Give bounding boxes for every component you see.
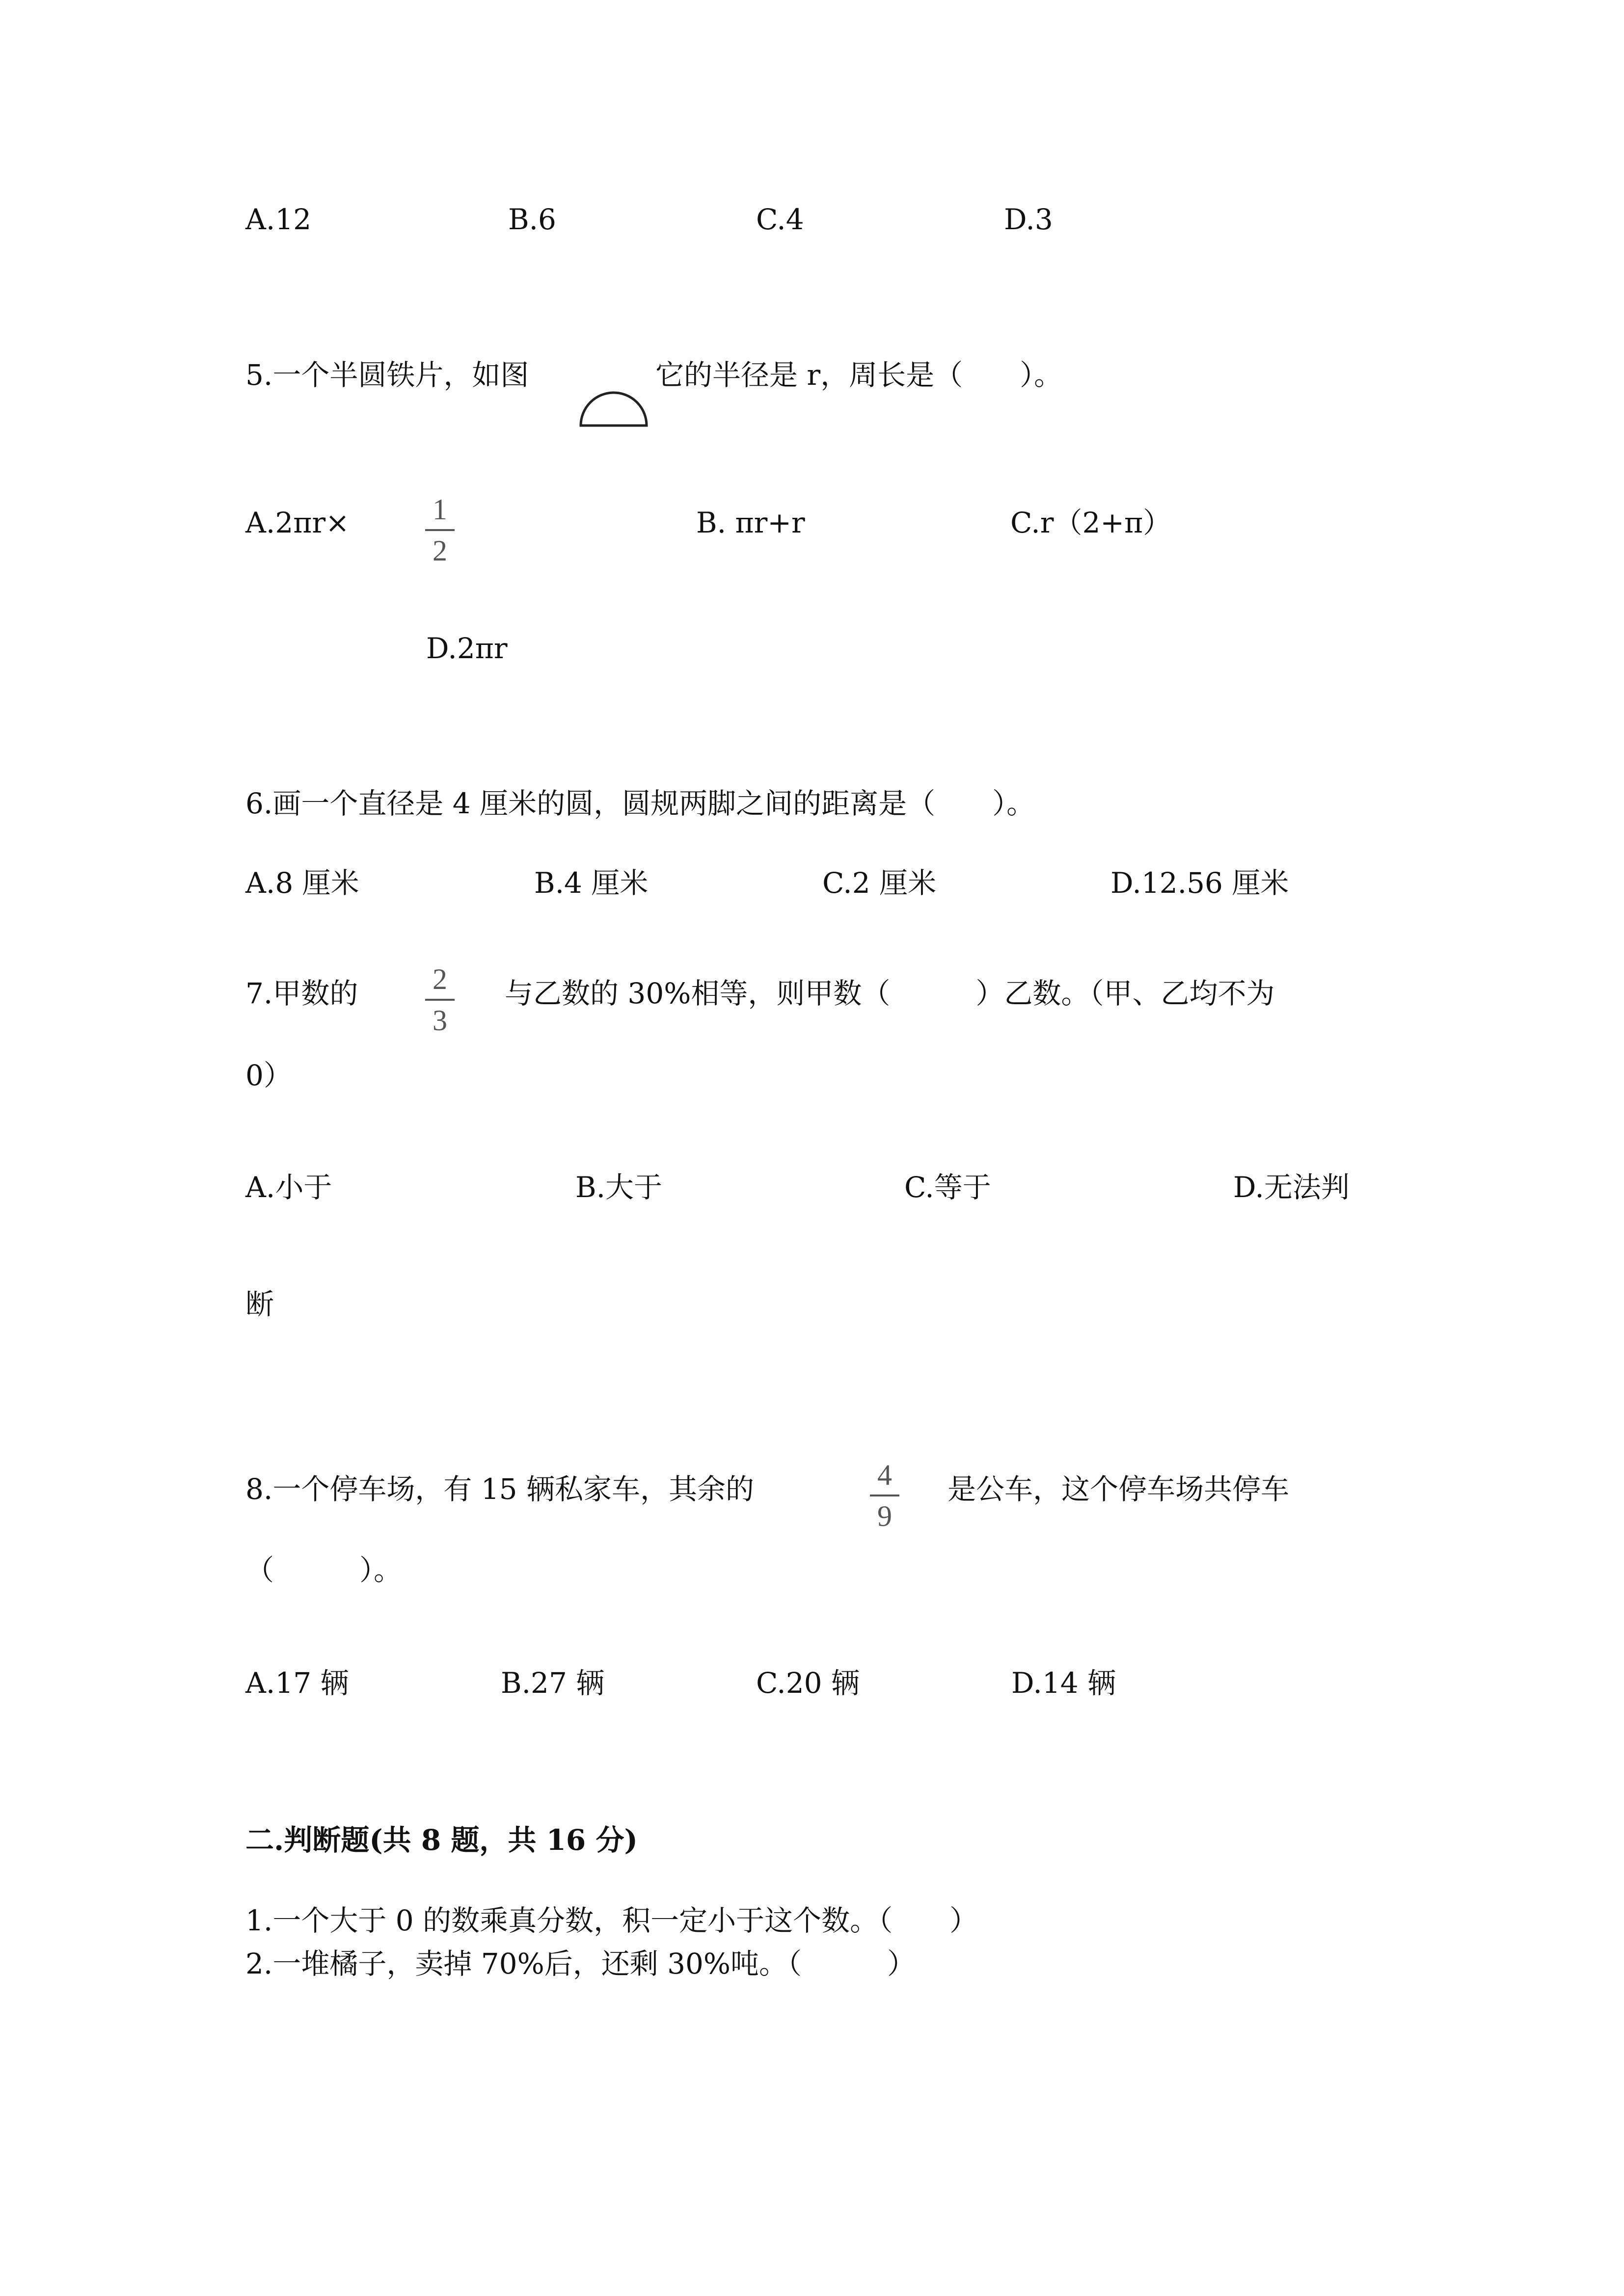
q6-option-c: C.2 厘米 (822, 866, 937, 900)
fraction-bar (425, 529, 455, 531)
q5-option-d: D.2πr (426, 632, 508, 665)
q8-option-a: A.17 辆 (245, 1666, 349, 1700)
q6-stem: 6.画一个直径是 4 厘米的圆，圆规两脚之间的距离是（ ）。 (245, 787, 1035, 820)
q7-stem-after: 与乙数的 30%相等，则甲数（ ）乙数。（甲、乙均不为 (505, 977, 1275, 1010)
q7-option-d: D.无法判 (1233, 1171, 1350, 1204)
q8-fraction (870, 1460, 899, 1531)
fraction-numerator: 1 (433, 493, 447, 526)
fraction-numerator: 4 (877, 1459, 892, 1491)
q5-option-a: A.2πr× (245, 506, 350, 539)
section-2-title: 二.判断题(共 8 题，共 16 分) (245, 1823, 638, 1857)
fraction-numerator: 2 (433, 963, 447, 995)
q7-option-a: A.小于 (245, 1171, 332, 1204)
q7-stem-cont: 0） (245, 1059, 292, 1092)
fraction-bar (870, 1495, 899, 1496)
q5-option-b: B. πr+r (696, 506, 805, 539)
q6-option-d: D.12.56 厘米 (1110, 866, 1289, 900)
fraction-denominator: 9 (877, 1500, 892, 1532)
q7-option-b: B.大于 (575, 1171, 663, 1204)
q7-option-c: C.等于 (904, 1171, 991, 1204)
q4-option-c: C.4 (756, 203, 804, 236)
q8-option-d: D.14 辆 (1011, 1666, 1116, 1700)
q8-option-b: B.27 辆 (501, 1666, 605, 1700)
q8-stem-before: 8.一个停车场，有 15 辆私家车，其余的 (245, 1472, 755, 1506)
fraction-denominator: 2 (433, 534, 447, 567)
q7-fraction (425, 964, 455, 1035)
tf-question-2: 2.一堆橘子，卖掉 70%后，还剩 30%吨。（ ） (245, 1947, 916, 1980)
q5-stem-before: 5.一个半圆铁片，如图 (245, 358, 529, 392)
q7-option-d-cont: 断 (245, 1287, 274, 1321)
q5-stem-after: 它的半径是 r，周长是（ ）。 (655, 358, 1063, 392)
q8-option-c: C.20 辆 (756, 1666, 860, 1700)
q7-stem-before: 7.甲数的 (245, 977, 358, 1010)
q8-stem-cont: （ ）。 (245, 1553, 403, 1587)
q6-option-a: A.8 厘米 (245, 866, 359, 900)
q4-option-a: A.12 (245, 203, 312, 236)
fraction-denominator: 3 (433, 1004, 447, 1037)
q4-option-d: D.3 (1004, 203, 1053, 236)
semicircle-figure-icon (577, 385, 650, 429)
q5-option-c: C.r（2+π） (1010, 506, 1172, 539)
q5-option-a-fraction (425, 495, 455, 565)
q4-option-b: B.6 (508, 203, 556, 236)
fraction-bar (425, 999, 455, 1001)
q8-stem-after: 是公车，这个停车场共停车 (947, 1472, 1290, 1506)
tf-question-1: 1.一个大于 0 的数乘真分数，积一定小于这个数。（ ） (245, 1904, 978, 1937)
q6-option-b: B.4 厘米 (534, 866, 649, 900)
